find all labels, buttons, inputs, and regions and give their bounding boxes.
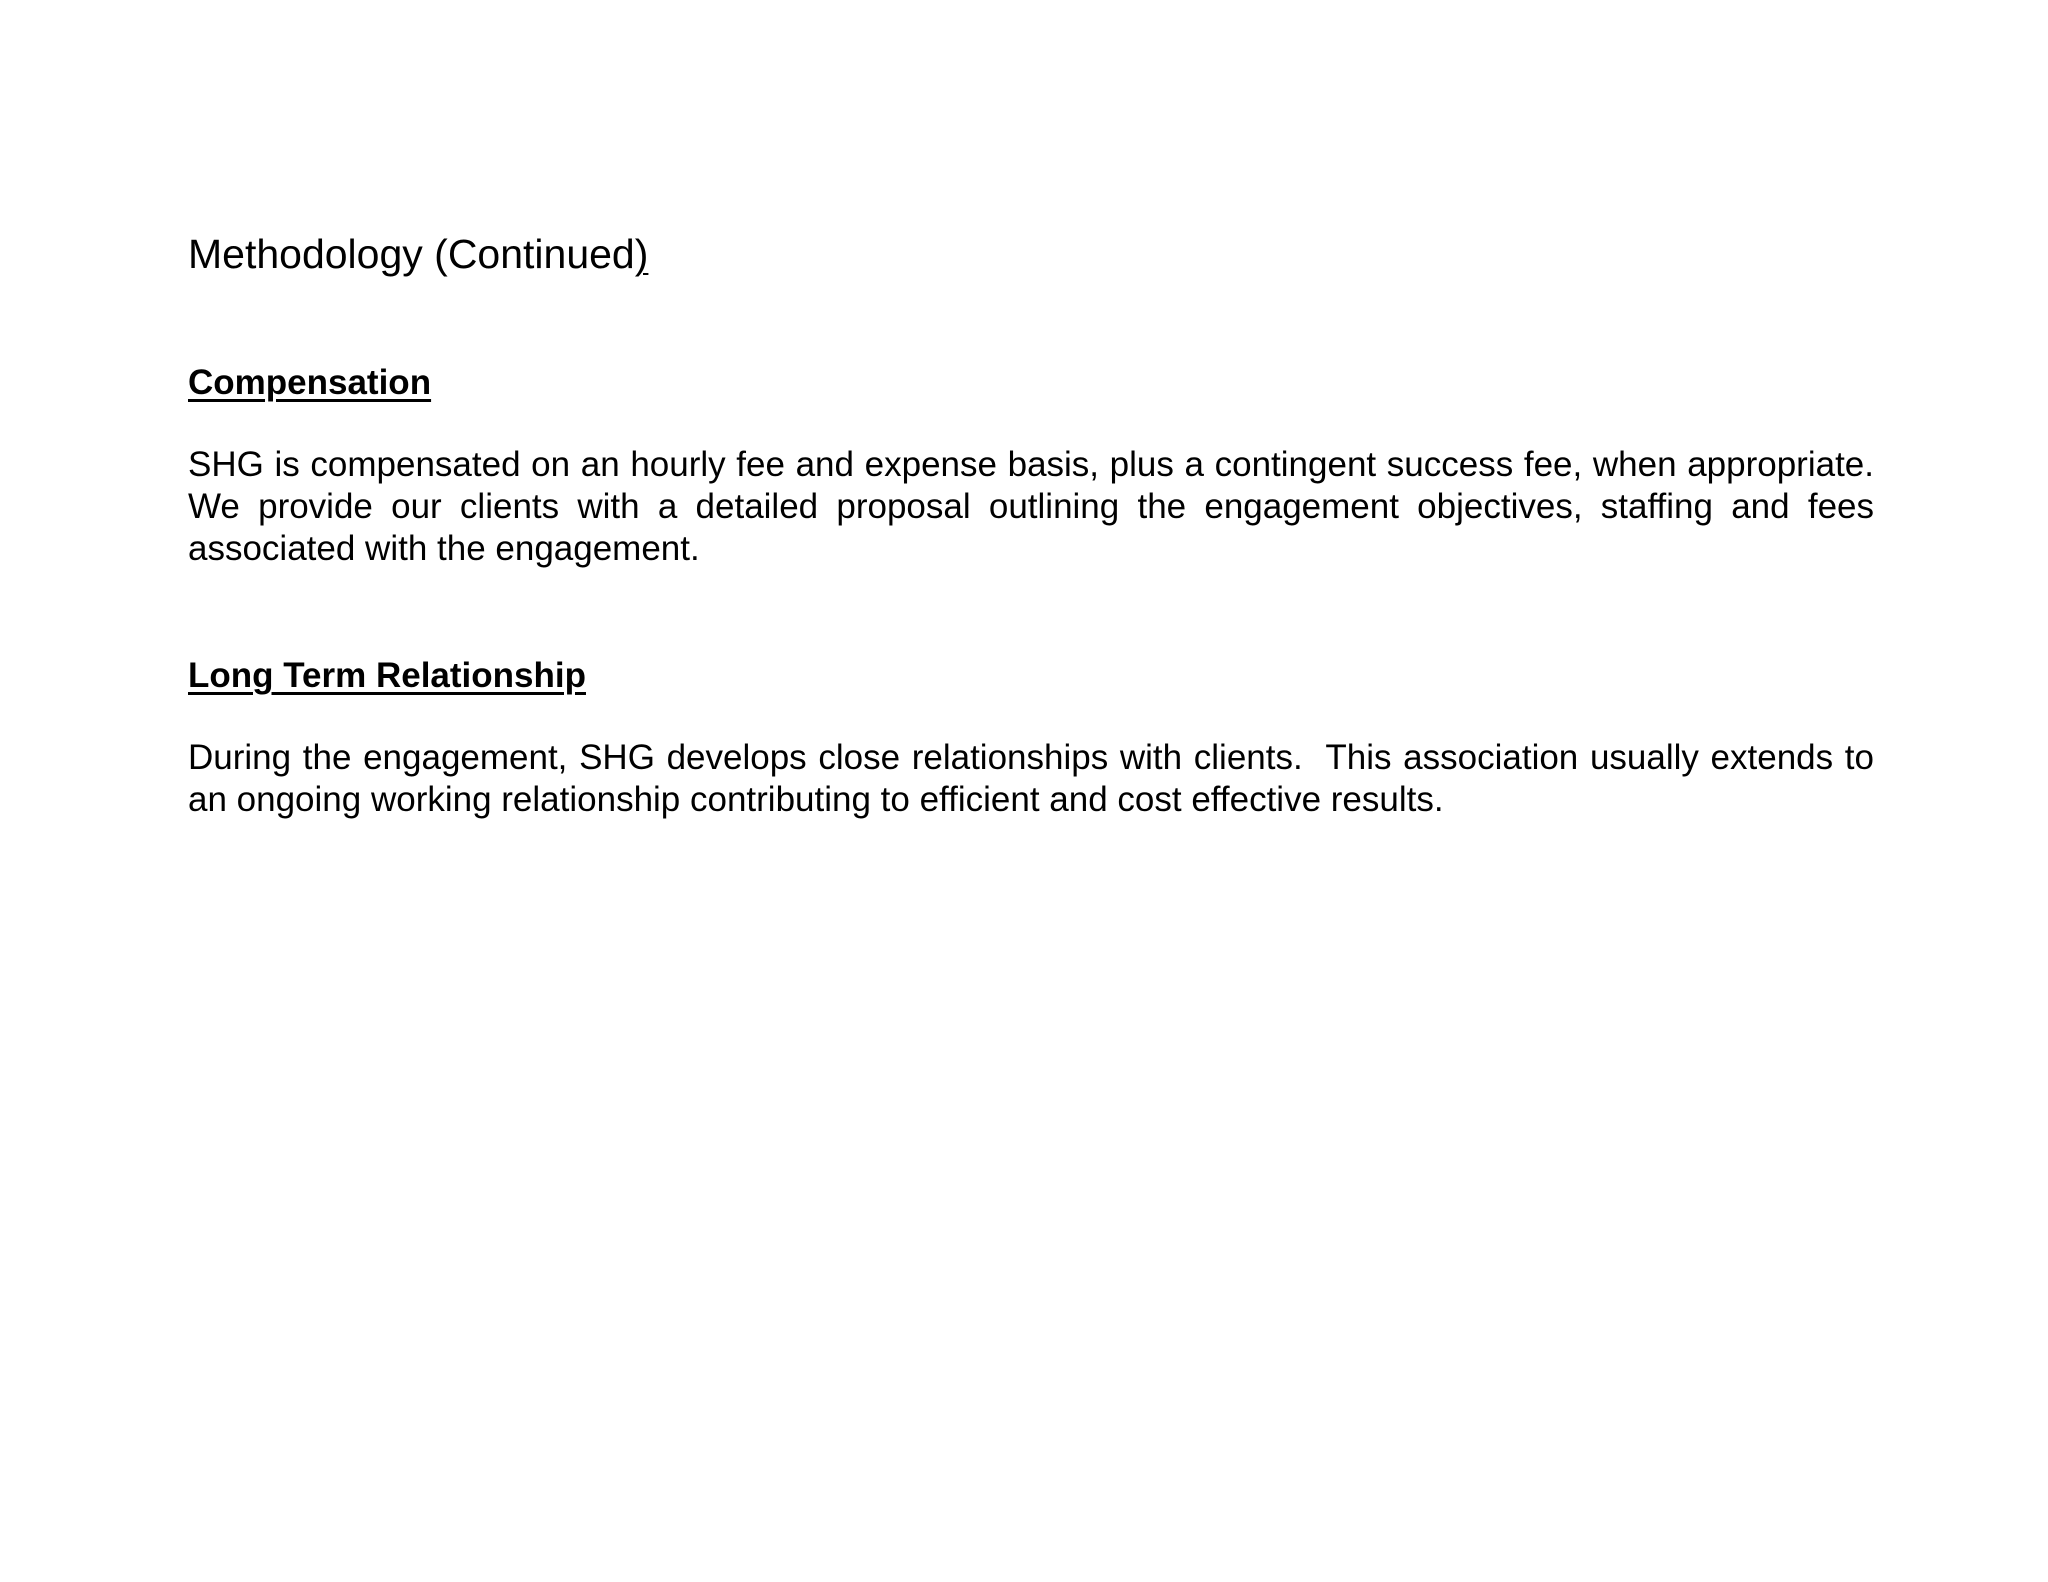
document-page [188,0,1894,1582]
page-title [188,228,648,280]
page-title-closing-paren: ) [634,231,649,277]
section-body-long-term-relationship: During the engagement, SHG develops close relationships with clients. This association usually extends to an ongoing working relationship contributing to efficient and cost effective results. [188,738,1884,819]
page-title-text: Methodology (Continued [188,231,635,277]
section-heading-long-term-relationship: Long Term Relationship [188,656,586,695]
section-heading-compensation: Compensation [188,363,432,402]
section-body-compensation: SHG is compensated on an hourly fee and expense basis, plus a contingent success fee, when appropriate. We provide our clients with a detailed proposal outlining the engagement objectives, staffing and fees associated with the engagement. [188,445,1894,568]
